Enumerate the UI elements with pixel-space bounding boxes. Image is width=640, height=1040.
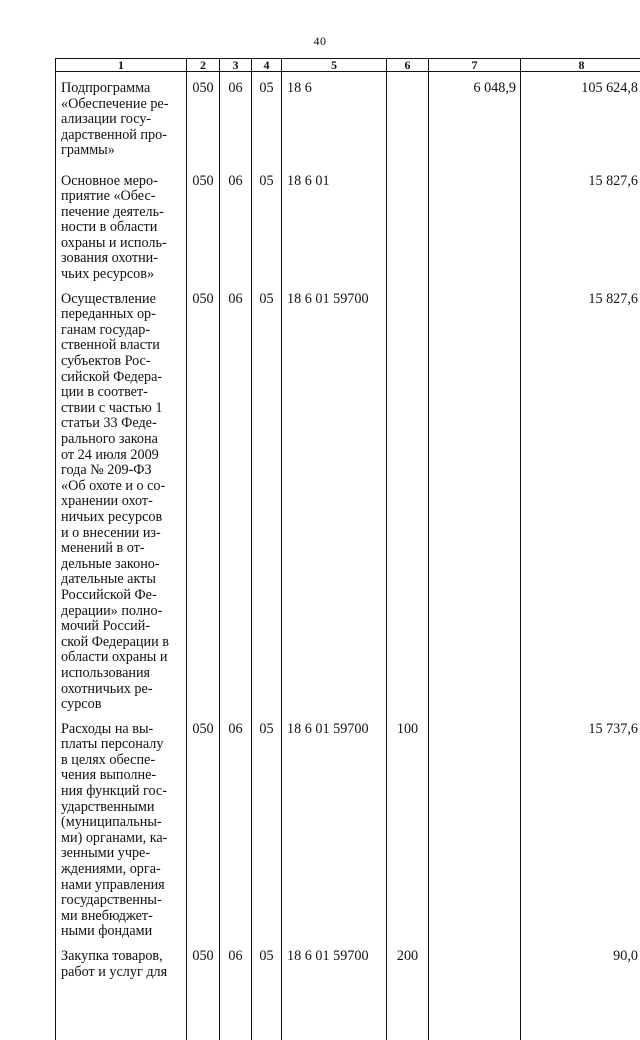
item-name: Подпрограмма «Обеспечение ре- ализации госу- дарственной про- граммы» <box>56 72 187 165</box>
target-article-code: 18 6 01 59700 <box>282 283 387 713</box>
column-header-5: 5 <box>282 59 387 72</box>
item-name: Основное меро- приятие «Обес- печение деятель- ности в области охраны и исполь- зования охотни- чьих ресурсов» <box>56 165 187 283</box>
expense-type-code: 200 <box>387 940 429 1040</box>
table-row <box>56 713 640 940</box>
section-code: 06 <box>220 165 252 283</box>
table-row <box>56 165 640 283</box>
ministry-code: 050 <box>187 72 220 165</box>
target-article-code: 18 6 <box>282 72 387 165</box>
section-code: 06 <box>220 72 252 165</box>
table-row <box>56 283 640 713</box>
subsection-code: 05 <box>252 165 282 283</box>
column-header-6: 6 <box>387 59 429 72</box>
expense-type-code <box>387 283 429 713</box>
subsection-code: 05 <box>252 713 282 940</box>
section-code: 06 <box>220 713 252 940</box>
column-header-8: 8 <box>521 59 640 72</box>
section-code: 06 <box>220 283 252 713</box>
table-row <box>56 72 640 165</box>
item-name: Осуществление переданных ор- ганам государ- ственной власти субъектов Рос- сийской Федера- ции в соответ- ствии с частью 1 статьи 33 Феде- рального закона от 24 июля 2009 года № 209-ФЗ «Об охоте и о со- хранении охот- ничьих ресурсов и о внесении из- менений в от- дельные законо- дательные акты Российской Фе- дерации» полно- мочий Россий- ской Федерации в области охраны и использования охотничьих ре- сурсов <box>56 283 187 713</box>
amount-column-7 <box>429 940 521 1040</box>
column-header-1: 1 <box>56 59 187 72</box>
subsection-code: 05 <box>252 72 282 165</box>
item-name: Закупка товаров, работ и услуг для <box>56 940 187 1040</box>
target-article-code: 18 6 01 59700 <box>282 940 387 1040</box>
section-code: 06 <box>220 940 252 1040</box>
column-header-2: 2 <box>187 59 220 72</box>
ministry-code: 050 <box>187 940 220 1040</box>
ministry-code: 050 <box>187 165 220 283</box>
column-header-3: 3 <box>220 59 252 72</box>
amount-column-8: 90,0 <box>521 940 640 1040</box>
amount-column-8: 15 827,6 <box>521 283 640 713</box>
table-row <box>56 940 640 1040</box>
subsection-code: 05 <box>252 283 282 713</box>
target-article-code: 18 6 01 59700 <box>282 713 387 940</box>
expense-type-code: 100 <box>387 713 429 940</box>
amount-column-7 <box>429 283 521 713</box>
item-name: Расходы на вы- платы персоналу в целях обеспе- чения выполне- ния функций гос- ударственными (муниципальны- ми) органами, ка- зенными учре- ждениями, орга- нами управления государственны- ми внебюджет- ными фондами <box>56 713 187 940</box>
amount-column-7: 6 048,9 <box>429 72 521 165</box>
target-article-code: 18 6 01 <box>282 165 387 283</box>
column-header-4: 4 <box>252 59 282 72</box>
amount-column-7 <box>429 713 521 940</box>
page-number: 40 <box>0 34 640 49</box>
budget-table-container <box>55 58 640 1040</box>
column-number-header-row <box>56 59 640 72</box>
ministry-code: 050 <box>187 713 220 940</box>
budget-table <box>55 58 640 1040</box>
subsection-code: 05 <box>252 940 282 1040</box>
amount-column-8: 15 737,6 <box>521 713 640 940</box>
amount-column-7 <box>429 165 521 283</box>
expense-type-code <box>387 165 429 283</box>
column-header-7: 7 <box>429 59 521 72</box>
expense-type-code <box>387 72 429 165</box>
amount-column-8: 105 624,8 <box>521 72 640 165</box>
ministry-code: 050 <box>187 283 220 713</box>
amount-column-8: 15 827,6 <box>521 165 640 283</box>
